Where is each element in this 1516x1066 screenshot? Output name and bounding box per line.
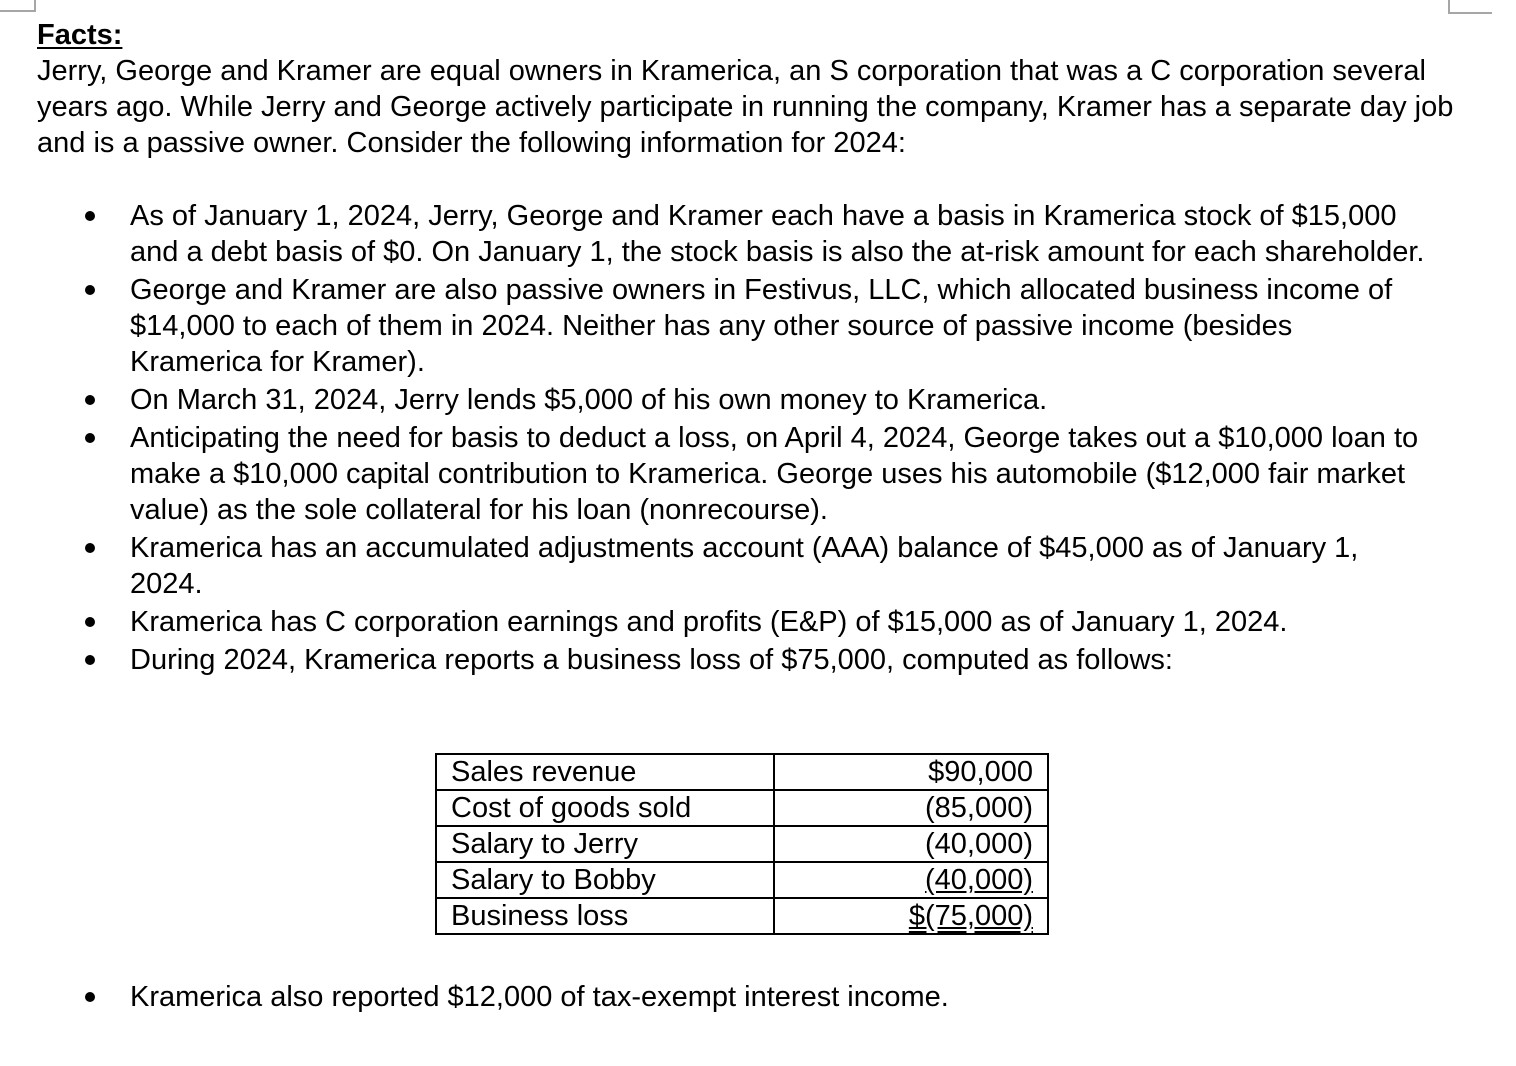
business-loss-table [435, 753, 1049, 935]
bullet-dot [85, 543, 95, 553]
bullet-text: On March 31, 2024, Jerry lends $5,000 of his own money to Kramerica. [130, 384, 1048, 416]
final-bullet-list [0, 979, 1516, 1017]
bullet-dot [85, 395, 95, 405]
row-value [774, 826, 1048, 862]
bullet-text: As of January 1, 2024, Jerry, George and Kramer each have a basis in Kramerica stock of $15,000 and a debt basis of $0. On January 1, the stock basis is also the at-risk amount for each shareholder. [130, 200, 1425, 268]
row-label: Business loss [436, 898, 774, 934]
bullet-text: George and Kramer are also passive owners in Festivus, LLC, which allocated business income of $14,000 to each of them in 2024. Neither has any other source of passive income (besides Kramerica for Kramer). [130, 274, 1393, 378]
row-label: Salary to Bobby [436, 862, 774, 898]
row-value-text: (40,000) [924, 864, 1033, 896]
intro-paragraph: Jerry, George and Kramer are equal owners in Kramerica, an S corporation that was a C corporation several years ago. While Jerry and George actively participate in running the company, Kramer has a separate day job and is a passive owner. Consider the following information for 2024: [37, 55, 1454, 159]
bullet-dot [85, 655, 95, 665]
bullet-item-jerry-loan [0, 382, 1430, 418]
row-value [774, 790, 1048, 826]
row-value [774, 898, 1048, 934]
bullet-item-george-contribution [0, 420, 1430, 528]
bullet-text: During 2024, Kramerica reports a business loss of $75,000, computed as follows: [130, 644, 1173, 676]
bullet-dot [85, 433, 95, 443]
table-row [436, 790, 1048, 826]
bullet-item-aaa-balance [0, 530, 1430, 602]
bullet-dot [85, 285, 95, 295]
bullet-item-business-loss [0, 642, 1430, 678]
table-row [436, 754, 1048, 790]
table-row-total [436, 898, 1048, 934]
row-value-text: $(75,000) [908, 900, 1033, 932]
row-label: Salary to Jerry [436, 826, 774, 862]
facts-heading: Facts: [37, 19, 123, 51]
row-value [774, 754, 1048, 790]
row-value [774, 862, 1048, 898]
row-value-text: (40,000) [924, 828, 1033, 860]
table-row [436, 862, 1048, 898]
bullet-text: Kramerica has C corporation earnings and profits (E&P) of $15,000 as of January 1, 2024. [130, 606, 1288, 638]
bullet-dot [85, 992, 95, 1002]
row-label: Sales revenue [436, 754, 774, 790]
bullet-dot [85, 617, 95, 627]
bullet-item-stock-basis [0, 198, 1430, 270]
page-corner-mark-left [0, 0, 36, 12]
bullet-text: Kramerica also reported $12,000 of tax-exempt interest income. [130, 981, 949, 1013]
bullet-item-festivus [0, 272, 1430, 380]
row-value-text: (85,000) [924, 792, 1033, 824]
page-corner-mark-right [1448, 0, 1492, 14]
table-row [436, 826, 1048, 862]
bullet-text: Anticipating the need for basis to deduct a loss, on April 4, 2024, George takes out a $10,000 loan to make a $10,000 capital contribution to Kramerica. George uses his automobile ($12,000 fair market value) as the sole collateral for his loan (nonrecourse). [130, 422, 1419, 526]
row-label: Cost of goods sold [436, 790, 774, 826]
bullet-text: Kramerica has an accumulated adjustments account (AAA) balance of $45,000 as of January 1, 2024. [130, 532, 1359, 600]
facts-bullet-list [0, 198, 1516, 680]
row-value-text: $90,000 [928, 756, 1033, 788]
bullet-item-ep-balance [0, 604, 1430, 640]
bullet-item-tax-exempt-interest [0, 979, 1430, 1015]
bullet-dot [85, 211, 95, 221]
